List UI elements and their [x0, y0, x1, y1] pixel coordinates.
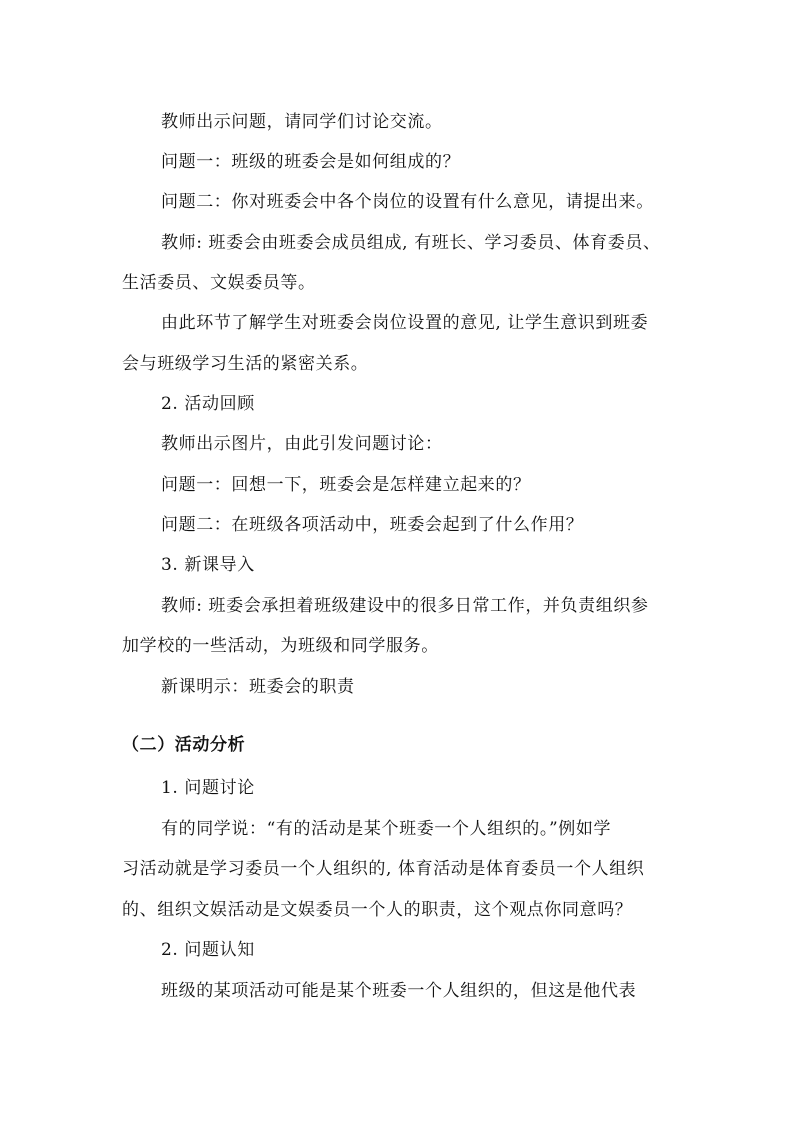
new-lesson-line-1: 教师: 班委会承担着班级建设中的很多日常工作，并负责组织参 — [161, 596, 649, 616]
discussion-line-1: 有的同学说：“有的活动是某个班委一个人组织的。”例如学 — [161, 819, 612, 839]
section-heading-activity-analysis: （二）活动分析 — [122, 735, 246, 755]
question-one: 问题一：班级的班委会是如何组成的？ — [161, 152, 461, 172]
new-lesson-topic: 新课明示：班委会的职责 — [161, 677, 355, 697]
subsection-question-discussion: 1. 问题讨论 — [161, 778, 255, 798]
new-lesson-line-2: 加学校的一些活动，为班级和同学服务。 — [122, 636, 439, 656]
teacher-statement-line-1: 教师: 班委会由班委会成员组成, 有班长、学习委员、体育委员、 — [161, 233, 661, 253]
purpose-line-2: 会与班级学习生活的紧密关系。 — [122, 354, 369, 374]
cognition-line-1: 班级的某项活动可能是某个班委一个人组织的，但这是他代表 — [161, 981, 637, 1001]
section-new-lesson: 3. 新课导入 — [161, 555, 255, 575]
purpose-line-1: 由此环节了解学生对班委会岗位设置的意见, 让学生意识到班委 — [161, 313, 649, 333]
review-question-one: 问题一：回想一下，班委会是怎样建立起来的？ — [161, 475, 531, 495]
question-two: 问题二：你对班委会中各个岗位的设置有什么意见，请提出来。 — [161, 192, 654, 212]
discussion-line-2: 习活动就是学习委员一个人组织的, 体育活动是体育委员一个人组织 — [122, 859, 645, 879]
review-question-two: 问题二：在班级各项活动中，班委会起到了什么作用？ — [161, 515, 584, 535]
section-activity-review: 2. 活动回顾 — [161, 394, 255, 414]
discussion-line-3: 的、组织文娱活动是文娱委员一个人的职责，这个观点你同意吗？ — [122, 900, 633, 920]
paragraph-teacher-question: 教师出示问题，请同学们讨论交流。 — [161, 112, 443, 132]
teacher-show-picture: 教师出示图片，由此引发问题讨论： — [161, 434, 443, 454]
subsection-question-cognition: 2. 问题认知 — [161, 940, 255, 960]
teacher-statement-line-2: 生活委员、文娱委员等。 — [122, 273, 316, 293]
